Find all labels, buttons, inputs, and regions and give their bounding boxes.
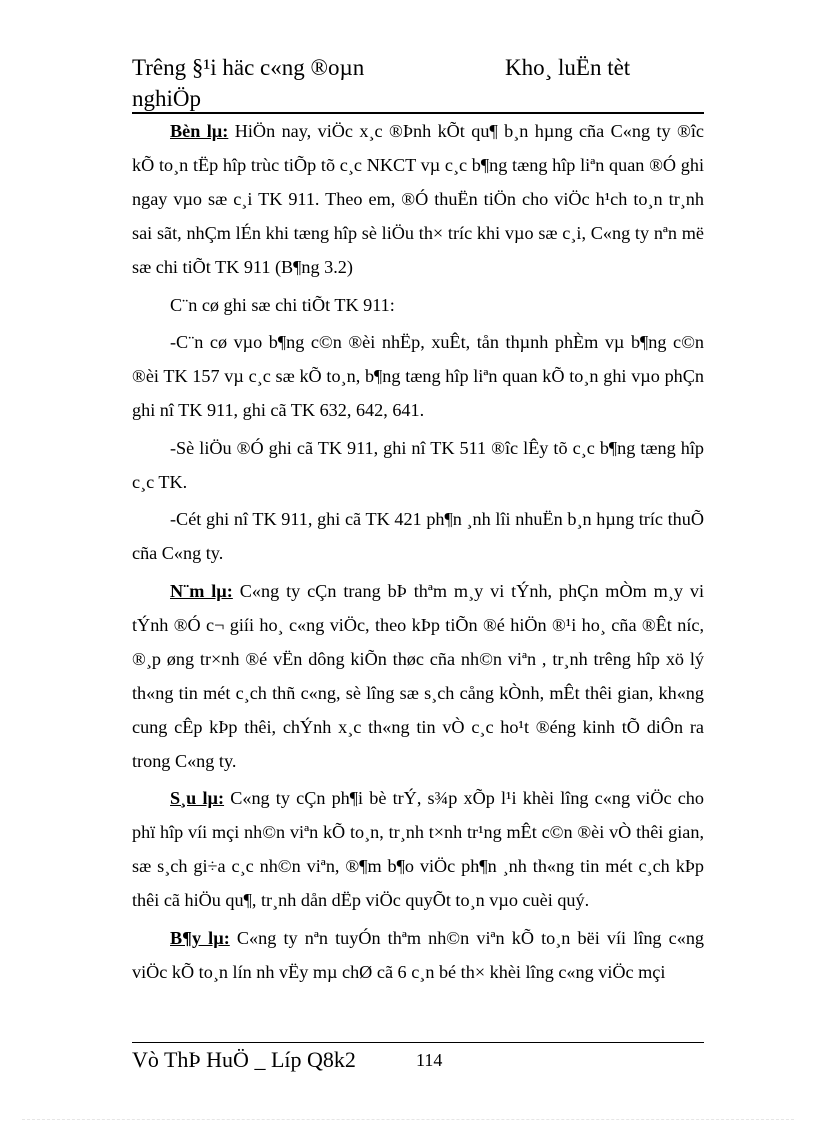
paragraph-label: B¶y lµ: (170, 927, 230, 948)
paragraph-text: C«ng ty cÇn trang bÞ thªm m¸y vi tÝnh, phÇn mÒm m¸y vi tÝnh ®Ó c¬ giíi ho¸ c«ng viÖc, theo kÞp tiÕn ®é hiÖn ®¹i ho¸ cña ®Êt níc, ®¸p øng tr×nh ®é vËn dông kiÕn thøc cña nh©n viªn , tr¸nh trêng hîp xö lý th«ng tin mét c¸ch thñ c«ng, sè lîng sæ s¸ch cång kÒnh, mÊt thêi gian, kh«ng cung cÊp kÞp thêi, chÝnh x¸c th«ng tin vÒ c¸c ho¹t ®éng kinh tÕ diÔn ra trong C«ng ty. (132, 580, 704, 771)
paragraph-text: C«ng ty nªn tuyÓn thªm nh©n viªn kÕ to¸n bëi víi lîng c«ng viÖc kÕ to¸n lín nh vËy mµ chØ cã 6 c¸n bé th× khèi lîng c«ng viÖc mçi (132, 927, 705, 982)
paragraph-six (132, 781, 704, 917)
page-number: 114 (416, 1050, 443, 1070)
paragraph-text: HiÖn nay, viÖc x¸c ®Þnh kÕt qu¶ b¸n hµng cña C«ng ty ®îc kÕ to¸n tËp hîp trùc tiÕp tõ c¸c NKCT vµ c¸c b¶ng tæng hîp liªn quan ®Ó ghi ngay vµo sæ c¸i TK 911. Theo em, ®Ó thuËn tiÖn cho viÖc h¹ch to¸n tr¸nh sai sãt, nhÇm lÉn khi tæng hîp sè liÖu th× tríc khi vµo sæ c¸i, C«ng ty nªn më sæ chi tiÕt TK 911 (B¶ng 3.2) (132, 121, 704, 277)
paragraph-item (132, 325, 704, 427)
header-school-cont: nghiÖp (132, 86, 201, 111)
paragraph-item (132, 502, 704, 570)
paragraph-text: C«ng ty cÇn ph¶i bè trÝ, s¾p xÕp l¹i khèi lîng c«ng viÖc cho phï hîp víi mçi nh©n viªn kÕ to¸n, tr¸nh t×nh tr¹ng mÊt c©n ®èi vÒ thêi gian, sæ s¸ch gi÷a c¸c nh©n viªn, ®¶m b¶o viÖc ph¶n ¸nh th«ng tin mét c¸ch kÞp thêi cã hiÖu qu¶, tr¸nh dån dËp viÖc quyÕt to¸n vµo cuèi quý. (132, 788, 704, 910)
paragraph-text: -C¨n cø vµo b¶ng c©n ®èi nhËp, xuÊt, tån thµnh phÈm vµ b¶ng c©n ®èi TK 157 vµ c¸c sæ kÕ to¸n, b¶ng tæng hîp liªn quan kÕ to¸n ghi vµo phÇn ghi nî TK 911, ghi cã TK 632, 642, 641. (132, 332, 704, 420)
paragraph-seven (132, 921, 704, 989)
footer-author: Vò ThÞ HuÖ _ Líp Q8k2 (132, 1047, 356, 1072)
paragraph-item (132, 431, 704, 499)
paragraph-four (132, 114, 704, 284)
footer-divider (132, 1042, 704, 1043)
page-header (132, 52, 704, 114)
paragraph-text: -Sè liÖu ®Ó ghi cã TK 911, ghi nî TK 511 ®îc lÊy tõ c¸c b¶ng tæng hîp c¸c TK. (132, 437, 704, 492)
paragraph-text: C¨n cø ghi sæ chi tiÕt TK 911: (170, 294, 395, 315)
paragraph-label: Bèn lµ: (170, 121, 229, 141)
paragraph-label: N¨m lµ: (170, 580, 233, 601)
paragraph-label: S¸u lµ: (170, 788, 225, 808)
paragraph-five (132, 574, 704, 778)
page-bottom-edge (22, 1119, 794, 1120)
paragraph-basis (132, 288, 704, 322)
paragraph-text: -Cét ghi nî TK 911, ghi cã TK 421 ph¶n ¸nh lîi nhuËn b¸n hµng tríc thuÕ cña C«ng ty. (132, 509, 704, 563)
header-doc-type: Kho¸ luËn tèt (505, 55, 631, 80)
document-body (132, 114, 704, 992)
header-school: Trêng §¹i häc c«ng ®oµn (132, 55, 365, 80)
